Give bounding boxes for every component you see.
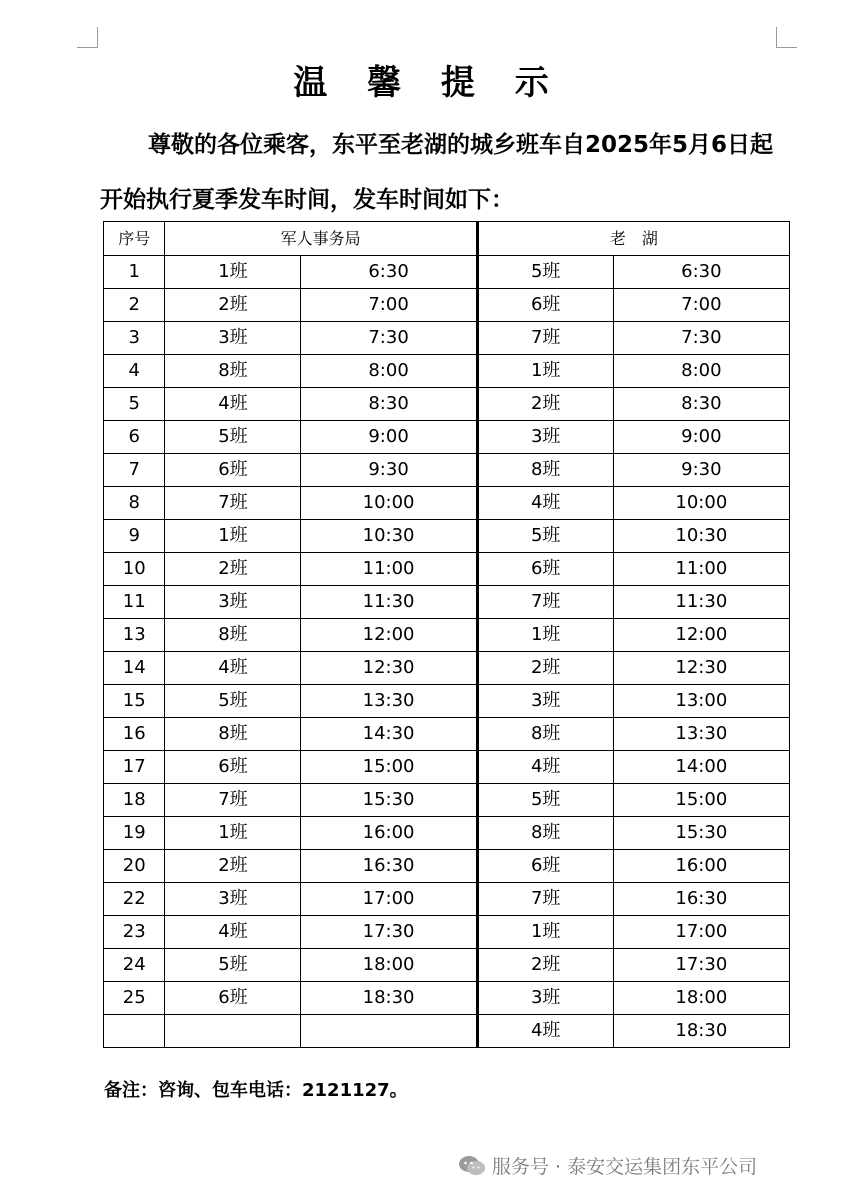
header-station-a: 军人事务局 — [165, 222, 477, 256]
row-station-a-time: 7:30 — [301, 322, 477, 355]
table-row — [104, 289, 790, 322]
row-station-b-bus: 8班 — [477, 718, 613, 751]
row-station-b-time: 11:00 — [613, 553, 789, 586]
row-station-a-bus: 4班 — [165, 916, 301, 949]
row-seq: 7 — [104, 454, 165, 487]
table-row — [104, 982, 790, 1015]
row-station-b-time: 14:00 — [613, 751, 789, 784]
row-station-b-bus: 6班 — [477, 553, 613, 586]
crop-mark-top-right — [776, 27, 797, 48]
row-seq: 2 — [104, 289, 165, 322]
row-station-a-bus: 2班 — [165, 850, 301, 883]
row-station-a-bus: 7班 — [165, 784, 301, 817]
row-station-b-time: 12:30 — [613, 652, 789, 685]
table-row — [104, 520, 790, 553]
row-seq: 6 — [104, 421, 165, 454]
row-station-a-bus: 2班 — [165, 553, 301, 586]
row-station-b-time: 13:00 — [613, 685, 789, 718]
row-station-b-bus: 4班 — [477, 751, 613, 784]
row-seq — [104, 1015, 165, 1048]
table-row — [104, 256, 790, 289]
row-seq: 1 — [104, 256, 165, 289]
table-row — [104, 454, 790, 487]
table-row — [104, 355, 790, 388]
row-station-a-bus: 1班 — [165, 817, 301, 850]
table-row — [104, 322, 790, 355]
row-station-b-time: 7:00 — [613, 289, 789, 322]
row-station-b-time: 17:30 — [613, 949, 789, 982]
row-station-b-time: 18:00 — [613, 982, 789, 1015]
row-station-b-bus: 5班 — [477, 256, 613, 289]
table-row — [104, 751, 790, 784]
table-row — [104, 487, 790, 520]
row-station-b-bus: 3班 — [477, 421, 613, 454]
row-seq: 4 — [104, 355, 165, 388]
row-seq: 19 — [104, 817, 165, 850]
table-row — [104, 949, 790, 982]
row-station-a-bus: 8班 — [165, 619, 301, 652]
row-station-b-time: 8:00 — [613, 355, 789, 388]
table-row — [104, 586, 790, 619]
row-station-a-time: 15:30 — [301, 784, 477, 817]
row-seq: 15 — [104, 685, 165, 718]
row-station-b-bus: 4班 — [477, 1015, 613, 1048]
row-station-b-time: 12:00 — [613, 619, 789, 652]
row-station-a-bus: 8班 — [165, 355, 301, 388]
row-station-b-time: 9:00 — [613, 421, 789, 454]
row-station-a-time: 17:30 — [301, 916, 477, 949]
row-seq: 20 — [104, 850, 165, 883]
table-row — [104, 850, 790, 883]
row-seq: 17 — [104, 751, 165, 784]
row-station-a-time: 6:30 — [301, 256, 477, 289]
row-station-b-bus: 8班 — [477, 817, 613, 850]
crop-mark-top-left — [77, 27, 98, 48]
row-station-b-bus: 7班 — [477, 322, 613, 355]
row-station-b-bus: 3班 — [477, 982, 613, 1015]
row-station-a-time: 12:30 — [301, 652, 477, 685]
row-station-b-bus: 5班 — [477, 784, 613, 817]
row-station-a-bus: 5班 — [165, 685, 301, 718]
row-station-a-bus: 6班 — [165, 982, 301, 1015]
row-station-b-bus: 2班 — [477, 652, 613, 685]
row-seq: 18 — [104, 784, 165, 817]
table-row — [104, 388, 790, 421]
table-row — [104, 916, 790, 949]
footer-text: 服务号 · 泰安交运集团东平公司 — [492, 1156, 758, 1178]
row-station-a-bus: 7班 — [165, 487, 301, 520]
row-station-b-bus: 1班 — [477, 916, 613, 949]
table-row — [104, 1015, 790, 1048]
row-station-a-time: 7:00 — [301, 289, 477, 322]
row-station-a-time: 9:00 — [301, 421, 477, 454]
row-station-b-bus: 1班 — [477, 355, 613, 388]
row-station-b-bus: 4班 — [477, 487, 613, 520]
row-seq: 5 — [104, 388, 165, 421]
row-station-b-time: 17:00 — [613, 916, 789, 949]
row-station-a-bus: 5班 — [165, 949, 301, 982]
row-station-b-time: 16:00 — [613, 850, 789, 883]
row-station-a-bus — [165, 1015, 301, 1048]
row-station-b-time: 11:30 — [613, 586, 789, 619]
row-seq: 3 — [104, 322, 165, 355]
row-station-b-time: 18:30 — [613, 1015, 789, 1048]
row-station-a-time: 11:00 — [301, 553, 477, 586]
row-station-b-time: 6:30 — [613, 256, 789, 289]
row-seq: 16 — [104, 718, 165, 751]
row-station-a-time: 15:00 — [301, 751, 477, 784]
row-station-b-bus: 7班 — [477, 586, 613, 619]
row-station-b-bus: 5班 — [477, 520, 613, 553]
row-seq: 10 — [104, 553, 165, 586]
row-station-a-time: 13:30 — [301, 685, 477, 718]
row-station-b-bus: 1班 — [477, 619, 613, 652]
row-station-b-bus: 2班 — [477, 949, 613, 982]
row-station-a-time: 12:00 — [301, 619, 477, 652]
row-station-b-bus: 6班 — [477, 289, 613, 322]
row-station-a-time: 10:00 — [301, 487, 477, 520]
header-seq: 序号 — [104, 222, 165, 256]
row-station-a-time: 11:30 — [301, 586, 477, 619]
row-station-a-bus: 8班 — [165, 718, 301, 751]
schedule-body — [104, 222, 790, 1048]
table-row — [104, 685, 790, 718]
row-station-b-bus: 2班 — [477, 388, 613, 421]
row-station-b-bus: 7班 — [477, 883, 613, 916]
header-station-b: 老 湖 — [477, 222, 789, 256]
row-station-a-bus: 1班 — [165, 256, 301, 289]
row-seq: 14 — [104, 652, 165, 685]
row-seq: 8 — [104, 487, 165, 520]
row-station-a-bus: 4班 — [165, 652, 301, 685]
row-station-a-bus: 3班 — [165, 586, 301, 619]
row-station-a-bus: 6班 — [165, 454, 301, 487]
row-seq: 11 — [104, 586, 165, 619]
row-station-a-time: 9:30 — [301, 454, 477, 487]
row-station-b-bus: 6班 — [477, 850, 613, 883]
row-station-a-bus: 3班 — [165, 322, 301, 355]
row-seq: 22 — [104, 883, 165, 916]
footer-watermark — [458, 1152, 757, 1179]
row-station-b-time: 10:00 — [613, 487, 789, 520]
row-seq: 24 — [104, 949, 165, 982]
row-station-a-time: 8:00 — [301, 355, 477, 388]
table-row — [104, 619, 790, 652]
contact-note: 备注：咨询、包车电话：2121127。 — [104, 1080, 408, 1101]
row-station-a-time: 17:00 — [301, 883, 477, 916]
table-row — [104, 421, 790, 454]
row-station-a-time: 8:30 — [301, 388, 477, 421]
table-row — [104, 718, 790, 751]
row-station-a-time: 16:30 — [301, 850, 477, 883]
row-station-b-time: 13:30 — [613, 718, 789, 751]
row-station-a-time: 14:30 — [301, 718, 477, 751]
row-seq: 25 — [104, 982, 165, 1015]
row-station-b-time: 9:30 — [613, 454, 789, 487]
row-station-a-time: 10:30 — [301, 520, 477, 553]
schedule-table — [103, 221, 790, 1048]
table-row — [104, 553, 790, 586]
row-station-a-time: 16:00 — [301, 817, 477, 850]
row-station-a-bus: 6班 — [165, 751, 301, 784]
row-station-a-bus: 1班 — [165, 520, 301, 553]
row-station-b-bus: 3班 — [477, 685, 613, 718]
row-station-b-time: 8:30 — [613, 388, 789, 421]
row-station-b-time: 15:30 — [613, 817, 789, 850]
row-station-b-time: 7:30 — [613, 322, 789, 355]
row-station-a-time: 18:00 — [301, 949, 477, 982]
row-station-a-bus: 2班 — [165, 289, 301, 322]
row-station-b-time: 10:30 — [613, 520, 789, 553]
table-row — [104, 883, 790, 916]
row-station-a-time — [301, 1015, 477, 1048]
row-seq: 13 — [104, 619, 165, 652]
table-row — [104, 817, 790, 850]
row-station-a-time: 18:30 — [301, 982, 477, 1015]
row-station-b-bus: 8班 — [477, 454, 613, 487]
table-header-row — [104, 222, 790, 256]
row-station-a-bus: 5班 — [165, 421, 301, 454]
row-seq: 23 — [104, 916, 165, 949]
table-row — [104, 784, 790, 817]
row-seq: 9 — [104, 520, 165, 553]
page-title: 温 馨 提 示 — [293, 63, 563, 103]
intro-paragraph: 尊敬的各位乘客，东平至老湖的城乡班车自2025年5月6日起开始执行夏季发车时间，发车时间如下： — [100, 132, 774, 213]
row-station-a-bus: 3班 — [165, 883, 301, 916]
table-row — [104, 652, 790, 685]
row-station-b-time: 16:30 — [613, 883, 789, 916]
row-station-b-time: 15:00 — [613, 784, 789, 817]
row-station-a-bus: 4班 — [165, 388, 301, 421]
wechat-icon — [458, 1155, 486, 1177]
